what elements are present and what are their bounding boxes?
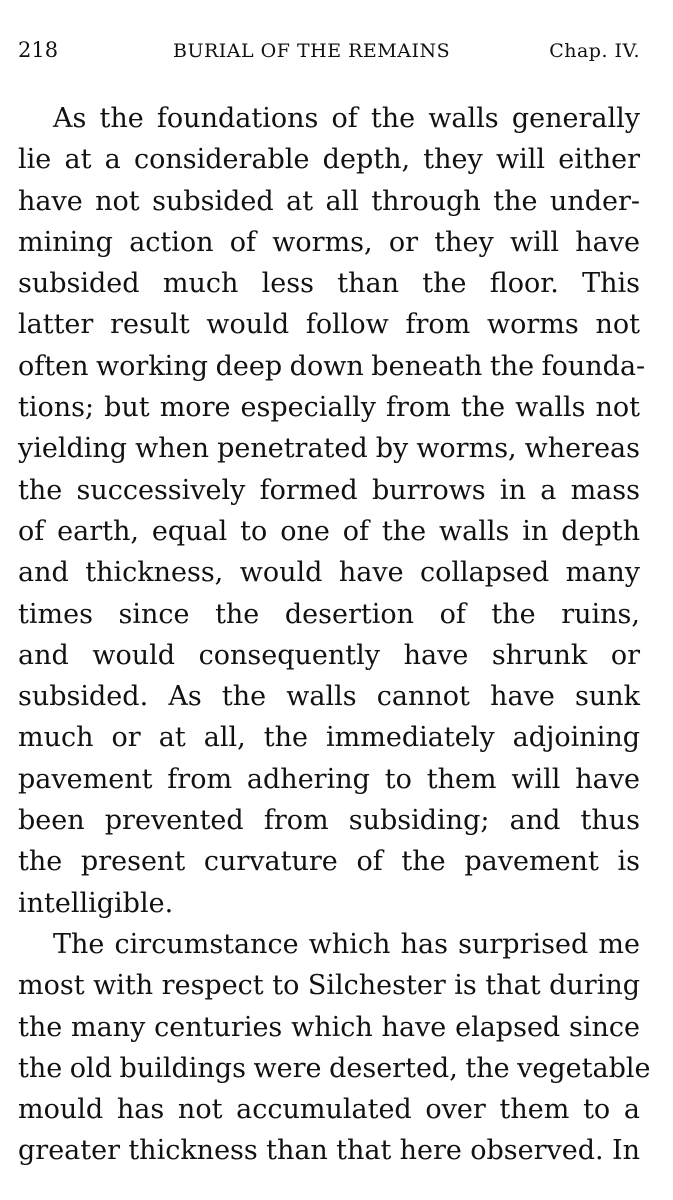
- text-line: and thickness, would have collapsed many: [18, 557, 640, 589]
- text-line: yielding when penetrated by worms, whereas: [18, 433, 640, 465]
- text-line: latter result would follow from worms not: [18, 309, 640, 341]
- page-number: 218: [18, 38, 59, 62]
- text-line: lie at a considerable depth, they will either: [18, 144, 640, 176]
- text-line: intelligible.: [18, 887, 174, 919]
- text-line: As the foundations of the walls generally: [53, 103, 640, 134]
- body-text: [18, 98, 651, 1172]
- text-line: subsided much less than the floor. This: [18, 268, 640, 300]
- paragraph-2: [18, 924, 651, 1172]
- text-line: been prevented from subsiding; and thus: [18, 805, 640, 837]
- running-title: BURIAL OF THE REMAINS: [173, 40, 451, 62]
- text-line: mining action of worms, or they will have: [18, 226, 640, 258]
- text-line: the many centuries which have elapsed since: [18, 1011, 640, 1043]
- text-line: often working deep down beneath the founda-: [18, 350, 646, 382]
- text-line: the present curvature of the pavement is: [18, 846, 640, 878]
- page-header: [18, 30, 640, 74]
- text-line: the old buildings were deserted, the vegetable: [18, 1052, 651, 1084]
- text-line: times since the desertion of the ruins,: [18, 598, 640, 630]
- text-line: most with respect to Silchester is that during: [18, 970, 640, 1002]
- text-line: much or at all, the immediately adjoining: [18, 722, 640, 754]
- text-line: tions; but more especially from the walls not: [18, 392, 640, 424]
- text-line: pavement from adhering to them will have: [18, 763, 640, 795]
- text-line: greater thickness than that here observed. In: [18, 1135, 640, 1167]
- paragraph-1: [18, 98, 646, 924]
- text-line: and would consequently have shrunk or: [18, 639, 640, 671]
- text-line: subsided. As the walls cannot have sunk: [18, 681, 640, 713]
- chapter-label: Chap. IV.: [549, 40, 640, 62]
- text-line: mould has not accumulated over them to a: [18, 1094, 640, 1126]
- text-line: have not subsided at all through the under-: [18, 185, 640, 217]
- book-page: [18, 30, 651, 1180]
- text-line: of earth, equal to one of the walls in depth: [18, 515, 640, 547]
- text-line: The circumstance which has surprised me: [53, 928, 640, 960]
- text-line: the successively formed burrows in a mass: [18, 474, 640, 506]
